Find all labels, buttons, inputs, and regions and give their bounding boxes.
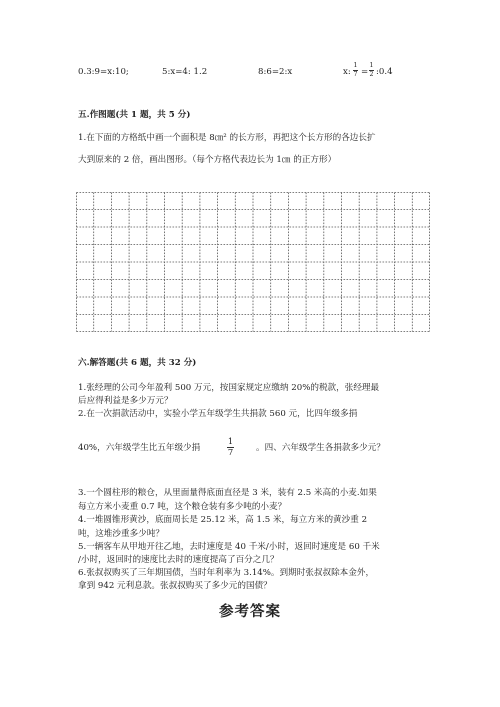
equation-4-prefix: x: [343, 67, 351, 77]
section6-q3-line2: 每立方米小麦重 0.7 吨，这个粮仓装有多少吨的小麦？ [78, 502, 287, 512]
fraction-numerator: 1 [227, 436, 234, 446]
section6-q4-line1: 4.一堆圆锥形黄沙，底面周长是 25.12 米，高 1.5 米，每立方米的黄沙重 2 [78, 515, 368, 525]
answers-heading: 参考答案 [219, 603, 281, 620]
fraction-denominator: 7 [227, 447, 234, 457]
graph-paper-grid [76, 192, 430, 332]
equation-4-equals: = [361, 67, 369, 77]
section6-q6-line2: 拿到 942 元利息款。张叔叔购买了多少元的国债？ [78, 581, 272, 591]
section6-q2-line2b: 。四、六年级学生各捐款多少元？ [256, 443, 385, 453]
section5-q1-line2: 大到原来的 2 倍，画出图形。（每个方格代表边长为 1㎝ 的正方形） [78, 155, 337, 165]
section6-q5-line1: 5.一辆客车从甲地开往乙地，去时速度是 40 千米/小时，返回时速度是 60 千米 [78, 542, 380, 552]
section6-q2-line1: 2.在一次捐款活动中，实验小学五年级学生共捐款 560 元，比四年级多捐 [78, 409, 358, 419]
fraction-numerator: 1 [353, 62, 358, 69]
equation-2: 5:x=4: 1.2 [162, 67, 208, 77]
section6-q2-fraction [227, 437, 234, 457]
section6-q1-line2: 后应得利益是多少万元？ [78, 396, 173, 406]
section6-q5-line2: /小时，返回时的速度比去时的速度提高了百分之几？ [78, 555, 279, 565]
section5-q1-line1: 1.在下面的方格纸中画一个面积是 8㎝² 的长方形，再把这个长方形的各边长扩 [78, 133, 376, 143]
fraction-denominator: 7 [353, 70, 358, 78]
equation-4-fraction-2 [369, 63, 374, 78]
section6-title: 六.解答题(共 6 题，共 32 分) [78, 358, 197, 368]
fraction-numerator: 1 [369, 62, 374, 69]
fraction-denominator: 2 [369, 70, 374, 78]
equation-3: 8:6=2:x [258, 67, 293, 77]
section6-q1-line1: 1.张经理的公司今年盈利 500 万元，按国家规定应缴纳 20%的税款，张经理最 [78, 383, 380, 393]
equation-4-suffix: :0.4 [376, 67, 393, 77]
equation-1: 0.3:9=x:10; [78, 67, 129, 77]
section5-title: 五.作图题(共 1 题，共 5 分) [78, 110, 191, 120]
section6-q2-line2a: 40%，六年级学生比五年级少捐 [78, 443, 201, 453]
equation-4-fraction-1 [353, 63, 358, 78]
section6-q6-line1: 6.张叔叔购买了三年期国债，当时年利率为 3.14%。到期时张叔叔除本金外， [78, 568, 375, 578]
section6-q3-line1: 3.一个圆柱形的粮仓，从里面量得底面直径是 3 米，装有 2.5 米高的小麦.如果 [78, 488, 377, 498]
section6-q4-line2: 吨，这堆沙重多少吨？ [78, 529, 164, 539]
